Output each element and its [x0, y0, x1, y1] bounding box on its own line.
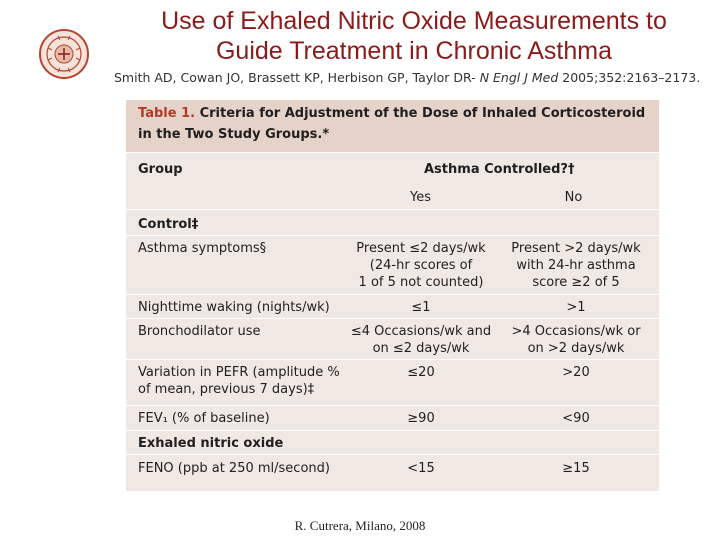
table-caption	[126, 100, 659, 152]
no-header: No	[564, 190, 583, 205]
row-no-value: ≥15	[562, 461, 590, 476]
row-no-value-line: >4 Occasions/wk or	[511, 324, 641, 339]
table-header-row	[126, 152, 659, 183]
row-label	[138, 410, 348, 427]
table-caption-label: Table 1.	[138, 106, 196, 121]
row-yes-value	[346, 410, 496, 427]
row-no-value-line: <90	[562, 411, 590, 426]
row-label-line: of mean, previous 7 days)‡	[138, 382, 315, 397]
table-row	[126, 235, 659, 294]
row-no-value	[501, 299, 651, 316]
citation	[114, 70, 720, 85]
row-yes-value	[346, 323, 496, 357]
row-no-value	[501, 410, 651, 427]
row-no-value-line: with 24-hr asthma	[516, 258, 636, 273]
table-row	[126, 294, 659, 318]
row-label	[138, 299, 348, 316]
table-caption-line-1: Criteria for Adjustment of the Dose of Inhaled Corticosteroid	[195, 106, 646, 121]
row-no-value	[501, 364, 651, 381]
citation-journal: N Engl J Med	[479, 70, 559, 85]
row-label: FENO (ppb at 250 ml/second)	[138, 461, 330, 476]
exhaled-no-header: Exhaled nitric oxide	[138, 436, 284, 451]
row-yes-value-line: on ≤2 days/wk	[372, 341, 470, 356]
control-section-header	[126, 209, 659, 235]
table-row	[126, 405, 659, 430]
slide-title-line-1: Use of Exhaled Nitric Oxide Measurements to	[161, 7, 667, 35]
row-yes-value	[346, 240, 496, 291]
row-label-line: Nighttime waking (nights/wk)	[138, 300, 330, 315]
criteria-table	[126, 100, 659, 491]
citation-authors: Smith AD, Cowan JO, Brassett KP, Herbison GP, Taylor DR-	[114, 70, 480, 85]
row-yes-value	[346, 299, 496, 316]
exhaled-no-section-header	[126, 430, 659, 454]
row-yes-value-line: Present ≤2 days/wk	[356, 241, 486, 256]
row-yes-value-line: 1 of 5 not counted)	[358, 275, 484, 290]
table-row-feno	[126, 454, 659, 482]
row-label	[138, 240, 348, 257]
slide-title	[110, 6, 718, 66]
row-yes-value-line: ≤4 Occasions/wk and	[350, 324, 492, 339]
row-yes-value-line: (24-hr scores of	[369, 258, 473, 273]
row-label-line: Bronchodilator use	[138, 324, 261, 339]
row-no-value-line: >1	[566, 300, 586, 315]
row-label-line: FEV₁ (% of baseline)	[138, 411, 270, 426]
row-no-value-line: Present >2 days/wk	[511, 241, 641, 256]
row-label	[138, 323, 348, 340]
asthma-controlled-header: Asthma Controlled?†	[424, 162, 575, 177]
control-header: Control‡	[138, 217, 199, 232]
row-no-value-line: score ≥2 of 5	[532, 275, 620, 290]
row-no-value	[501, 240, 651, 291]
row-yes-value: <15	[407, 461, 435, 476]
row-no-value	[501, 323, 651, 357]
row-yes-value-line: ≤20	[407, 365, 435, 380]
table-subheader-row	[126, 183, 659, 209]
row-no-value-line: on >2 days/wk	[527, 341, 625, 356]
row-yes-value	[346, 364, 496, 381]
slide-title-line-2: Guide Treatment in Chronic Asthma	[215, 37, 613, 65]
row-label	[138, 364, 348, 398]
table-caption-line-2: in the Two Study Groups.*	[138, 127, 330, 142]
row-label-line: Variation in PEFR (amplitude %	[138, 365, 340, 380]
university-seal-icon	[38, 28, 90, 80]
row-yes-value-line: ≤1	[411, 300, 431, 315]
table-row	[126, 359, 659, 405]
citation-ref: 2005;352:2163–2173.	[558, 70, 701, 85]
footer-credit: R. Cutrera, Milano, 2008	[294, 518, 426, 533]
yes-header: Yes	[410, 190, 431, 205]
row-yes-value-line: ≥90	[407, 411, 435, 426]
group-header: Group	[138, 162, 183, 177]
table-row	[126, 318, 659, 359]
row-label-line: Asthma symptoms§	[138, 241, 267, 256]
row-no-value-line: >20	[562, 365, 590, 380]
